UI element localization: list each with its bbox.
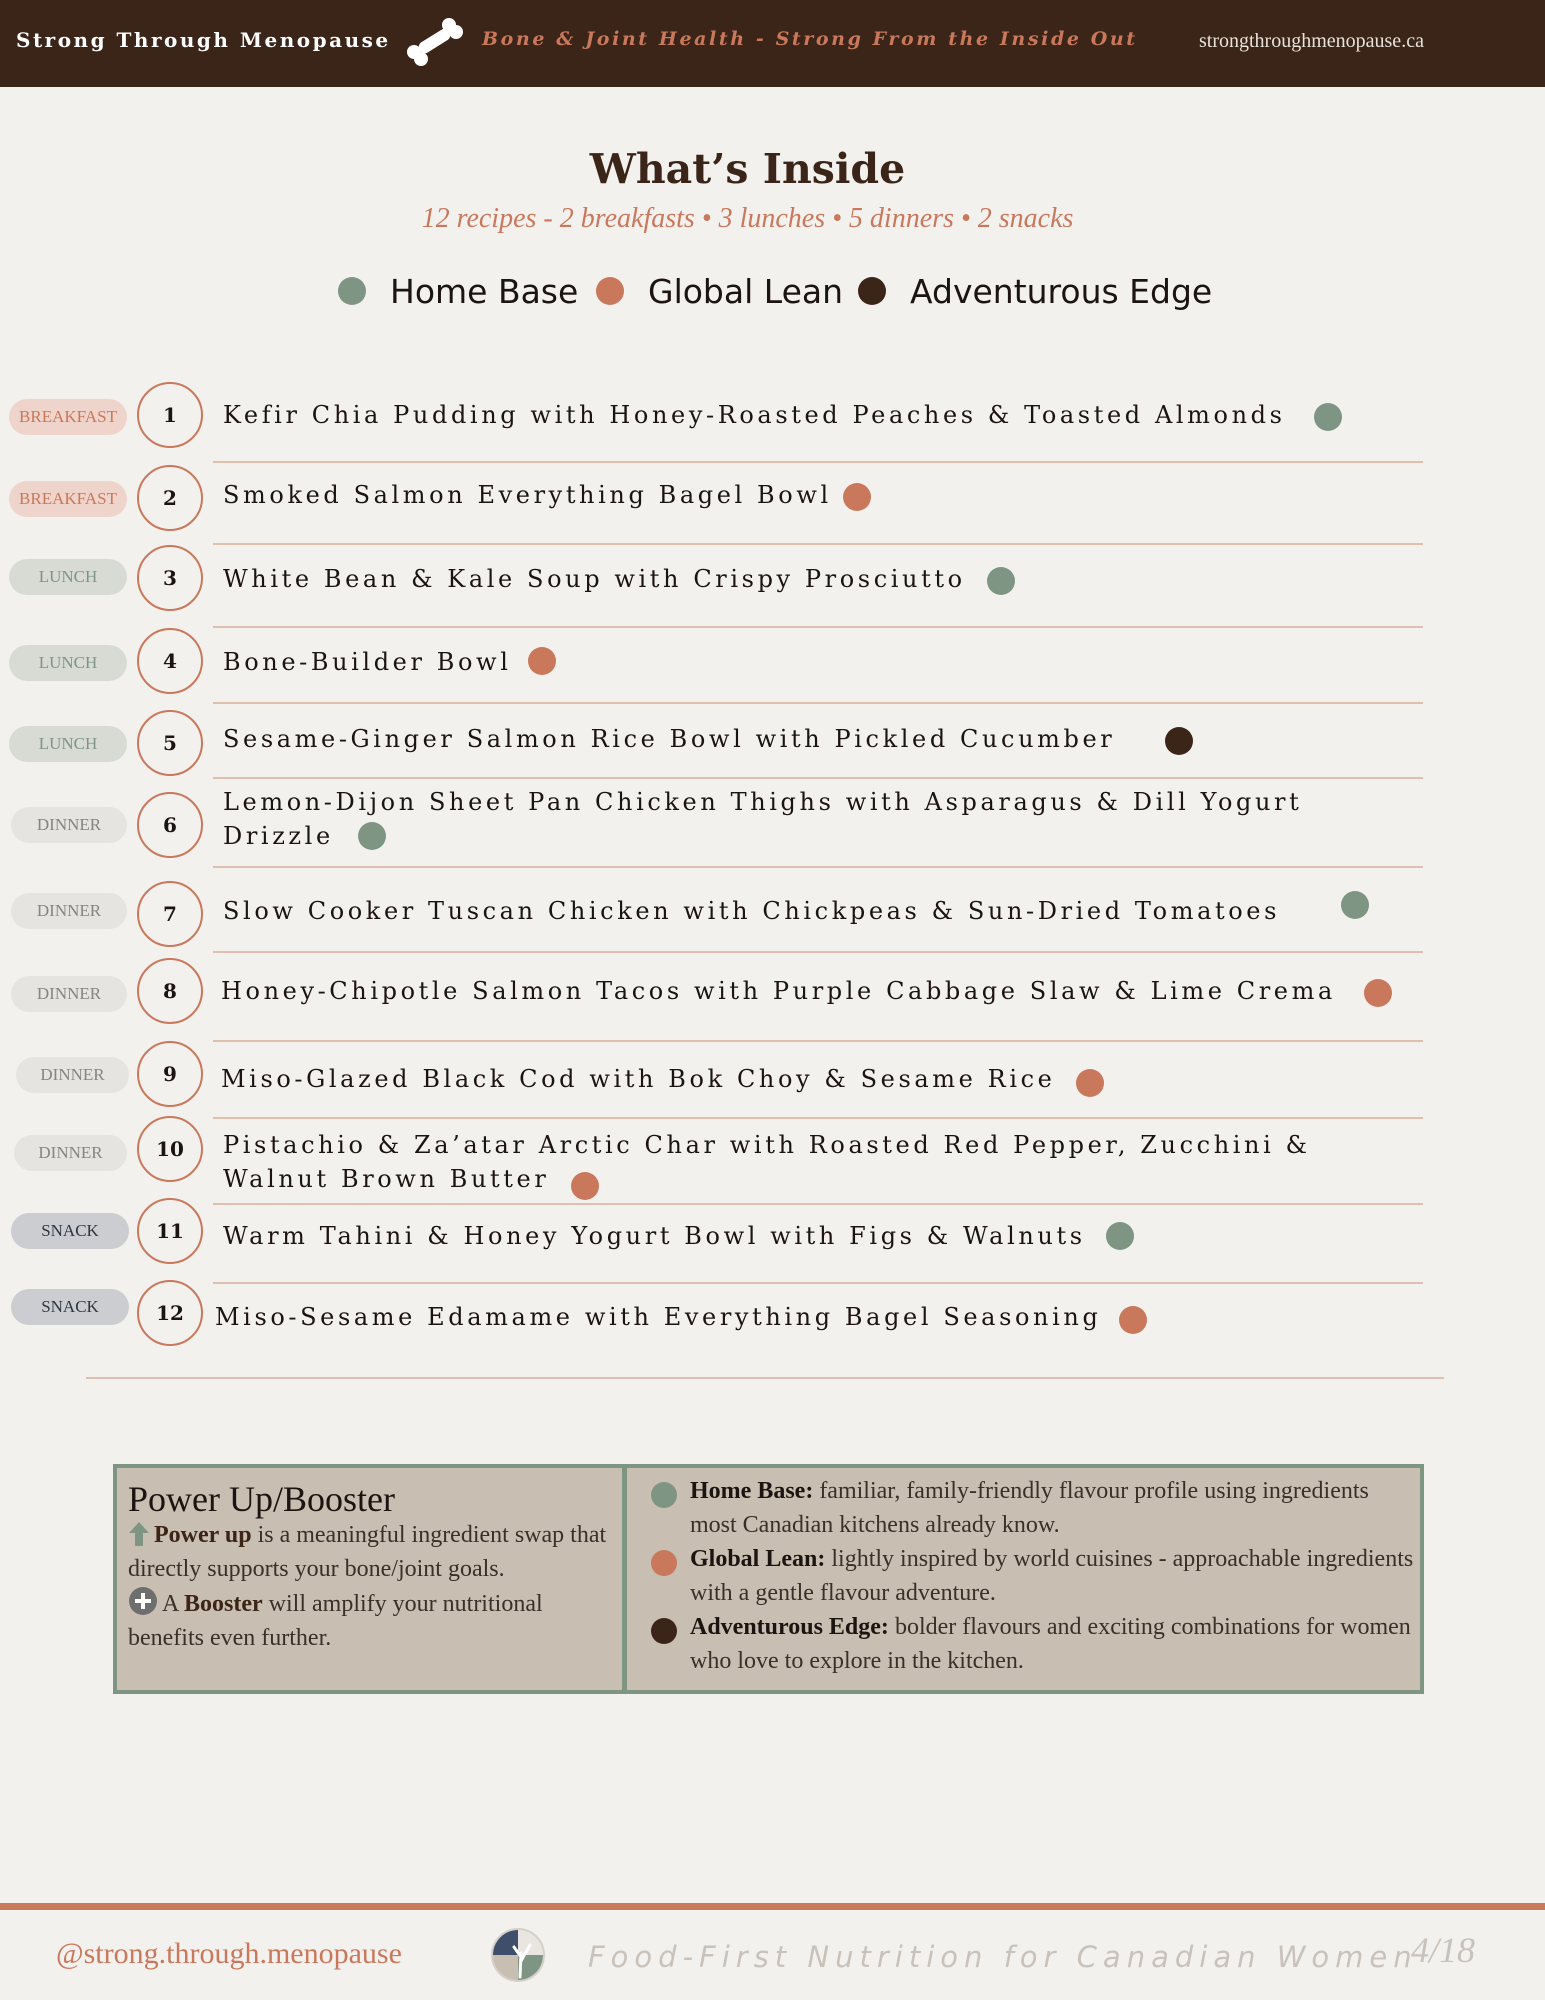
legend-item-home-base [338, 268, 578, 314]
legend-label: Adventurous Edge [910, 271, 1213, 311]
meal-badge: LUNCH [9, 559, 127, 595]
booster-prefix: A [162, 1591, 185, 1617]
page-subtitle: 12 recipes - 2 breakfasts • 3 lunches • 5 dinners • 2 snacks [421, 203, 1074, 234]
flavour-legend [0, 268, 1545, 314]
recipe-title[interactable]: Lemon-Dijon Sheet Pan Chicken Thighs with Asparagus & Dill Yogurt Drizzle [223, 788, 1303, 850]
divider [213, 1203, 1423, 1205]
global-lean-dot-icon [596, 277, 624, 305]
plus-circle-icon [128, 1586, 158, 1616]
adventurous-edge-dot-icon [1165, 727, 1193, 755]
recipe-title[interactable]: Miso-Glazed Black Cod with Bok Choy & Sesame Rice [221, 1065, 1056, 1093]
meal-badge: DINNER [11, 893, 127, 929]
flavour-notes [637, 1474, 1417, 1678]
global-lean-dot-icon [571, 1172, 599, 1200]
recipe-title[interactable]: Sesame-Ginger Salmon Rice Bowl with Pickled Cucumber [223, 725, 1116, 753]
recipe-title[interactable]: Warm Tahini & Honey Yogurt Bowl with Figs & Walnuts [223, 1222, 1086, 1250]
home-base-dot-icon [1106, 1222, 1134, 1250]
website-link[interactable]: strongthroughmenopause.ca [1199, 30, 1424, 52]
global-lean-dot-icon [651, 1550, 677, 1576]
legend-item-adventurous-edge [858, 268, 1212, 314]
home-base-dot-icon [338, 277, 366, 305]
brand-logo-icon [490, 1927, 546, 1983]
divider [213, 1282, 1423, 1284]
note-text: bolder flavours and exciting combinations for women who love to explore in the kitchen. [690, 1614, 1411, 1674]
legend-label: Home Base [390, 271, 579, 311]
header-tagline: Bone & Joint Health - Strong From the Inside Out [482, 28, 1138, 50]
booster-text: will amplify your nutritional benefits even further. [128, 1591, 543, 1651]
recipe-title[interactable]: Smoked Salmon Everything Bagel Bowl [223, 481, 832, 509]
divider [213, 626, 1423, 628]
header-bar [0, 0, 1545, 87]
info-panel [113, 1464, 1424, 1694]
meal-badge: DINNER [11, 807, 127, 843]
meal-badge: DINNER [11, 976, 127, 1012]
global-lean-dot-icon [843, 483, 871, 511]
recipe-number: 3 [137, 545, 203, 611]
recipe-title[interactable]: Kefir Chia Pudding with Honey-Roasted Peaches & Toasted Almonds [223, 401, 1286, 429]
power-up-description [128, 1518, 613, 1655]
recipe-number: 1 [137, 382, 203, 448]
global-lean-dot-icon [528, 647, 556, 675]
recipe-number: 12 [137, 1280, 203, 1346]
recipe-title[interactable]: Pistachio & Za’atar Arctic Char with Roasted Red Pepper, Zucchini & Walnut Brown Butter [223, 1131, 1311, 1193]
panel-divider [622, 1468, 627, 1690]
recipe-number: 10 [137, 1116, 203, 1182]
recipe-title[interactable]: White Bean & Kale Soup with Crispy Prosciutto [223, 565, 966, 593]
global-lean-dot-icon [1364, 979, 1392, 1007]
recipe-number: 2 [137, 465, 203, 531]
meal-badge: BREAKFAST [9, 481, 127, 517]
divider [213, 866, 1423, 868]
recipe-number: 6 [137, 792, 203, 858]
meal-badge: LUNCH [9, 726, 127, 762]
social-handle[interactable]: @strong.through.menopause [56, 1937, 402, 1970]
home-base-dot-icon [651, 1482, 677, 1508]
note-term: Global Lean: [690, 1546, 826, 1572]
meal-badge: SNACK [11, 1213, 129, 1249]
recipe-number: 11 [137, 1198, 203, 1264]
recipe-number: 5 [137, 710, 203, 776]
note-home-base [637, 1474, 1417, 1542]
global-lean-dot-icon [1076, 1069, 1104, 1097]
note-global-lean [637, 1542, 1417, 1610]
recipe-number: 4 [137, 628, 203, 694]
note-text: lightly inspired by world cuisines - approachable ingredients with a gentle flavour adventure. [690, 1546, 1414, 1606]
global-lean-dot-icon [1119, 1306, 1147, 1334]
legend-item-global-lean [596, 268, 843, 314]
divider [213, 777, 1423, 779]
brand-name: Strong Through Menopause [16, 28, 391, 52]
divider [213, 1040, 1423, 1042]
footer-divider [0, 1903, 1545, 1910]
recipe-number: 9 [137, 1041, 203, 1107]
divider [213, 461, 1423, 463]
divider [213, 951, 1423, 953]
divider [213, 543, 1423, 545]
note-term: Home Base: [690, 1478, 814, 1504]
note-term: Adventurous Edge: [690, 1614, 889, 1640]
booster-term: Booster [184, 1591, 263, 1617]
recipe-title[interactable]: Honey-Chipotle Salmon Tacos with Purple Cabbage Slaw & Lime Crema [221, 977, 1336, 1005]
recipe-title[interactable]: Bone-Builder Bowl [223, 648, 512, 676]
home-base-dot-icon [1314, 403, 1342, 431]
meal-badge: BREAKFAST [9, 399, 127, 435]
note-text: familiar, family-friendly flavour profile using ingredients most Canadian kitchens already know. [690, 1478, 1369, 1538]
bone-icon [404, 18, 466, 66]
adventurous-edge-dot-icon [858, 277, 886, 305]
recipe-number: 7 [137, 881, 203, 947]
power-up-text: is a meaningful ingredient swap that directly supports your bone/joint goals. [128, 1522, 607, 1582]
power-up-term: Power up [154, 1522, 252, 1548]
page-number: 4/18 [1411, 1930, 1476, 1970]
recipe-number: 8 [137, 958, 203, 1024]
divider [213, 702, 1423, 704]
legend-label: Global Lean [648, 271, 844, 311]
home-base-dot-icon [358, 822, 386, 850]
list-end-divider [86, 1377, 1444, 1379]
recipe-title[interactable]: Miso-Sesame Edamame with Everything Bagel Seasoning [215, 1303, 1102, 1331]
home-base-dot-icon [1341, 891, 1369, 919]
arrow-up-icon [128, 1521, 150, 1547]
home-base-dot-icon [987, 567, 1015, 595]
adventurous-edge-dot-icon [651, 1618, 677, 1644]
power-up-title: Power Up/Booster [128, 1479, 395, 1519]
page-title: What’s Inside [589, 145, 906, 193]
meal-badge: DINNER [16, 1057, 129, 1093]
divider [213, 1117, 1423, 1119]
meal-badge: SNACK [11, 1289, 129, 1325]
recipe-title[interactable]: Slow Cooker Tuscan Chicken with Chickpeas & Sun-Dried Tomatoes [223, 897, 1281, 925]
note-adventurous-edge [637, 1610, 1417, 1678]
footer-tagline: Food-First Nutrition for Canadian Women [588, 1940, 1418, 1974]
meal-badge: LUNCH [9, 645, 127, 681]
meal-badge: DINNER [14, 1135, 127, 1171]
